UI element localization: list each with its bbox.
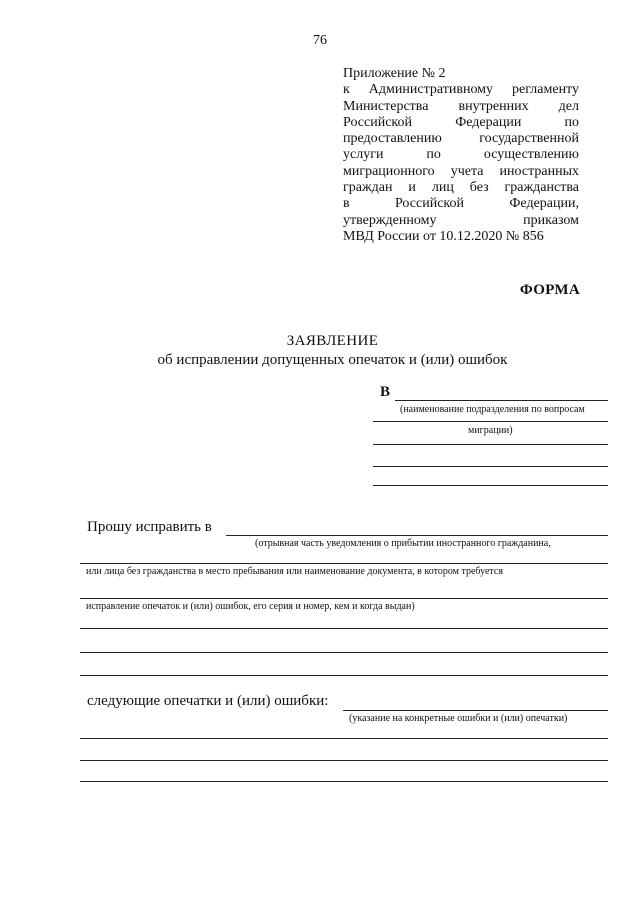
addressee-field-line-1[interactable] <box>395 400 608 401</box>
appendix-line: МВД России от 10.12.2020 № 856 <box>343 228 544 244</box>
request-hint-3: исправление опечаток и (или) ошибок, его серия и номер, кем и когда выдан) <box>86 601 415 612</box>
appendix-line: услуги по осуществлению <box>343 147 579 163</box>
addressee-field-line-4[interactable] <box>373 466 608 467</box>
errors-hint: (указание на конкретные ошибки и (или) опечатки) <box>349 713 568 724</box>
request-label: Прошу исправить в <box>87 519 212 535</box>
request-field-line-3[interactable] <box>80 598 608 599</box>
request-field-line-2[interactable] <box>80 563 608 564</box>
addressee-hint-2: миграции) <box>468 425 513 436</box>
page-number: 76 <box>313 33 327 48</box>
appendix-line: Приложение № 2 <box>343 66 446 81</box>
appendix-line: Министерства внутренних дел <box>343 98 579 114</box>
addressee-field-line-5[interactable] <box>373 485 608 486</box>
request-field-line-4[interactable] <box>80 628 608 629</box>
document-title: ЗАЯВЛЕНИЕ <box>286 333 379 349</box>
appendix-line: в Российской Федерации, <box>343 196 579 212</box>
document-subtitle: об исправлении допущенных опечаток и (или) ошибок <box>157 352 508 368</box>
request-field-line-5[interactable] <box>80 652 608 653</box>
appendix-line: утвержденному приказом <box>343 212 579 228</box>
appendix-block <box>343 66 579 245</box>
request-hint-1: (отрывная часть уведомления о прибытии иностранного гражданина, <box>255 538 551 549</box>
errors-field-line-2[interactable] <box>80 738 608 739</box>
appendix-line: к Административному регламенту <box>343 82 579 98</box>
errors-label: следующие опечатки и (или) ошибки: <box>87 693 329 709</box>
appendix-line: граждан и лиц без гражданства <box>343 180 579 196</box>
addressee-field-line-3[interactable] <box>373 444 608 445</box>
form-label: ФОРМА <box>519 282 580 298</box>
appendix-line: предоставлению государственной <box>343 131 579 147</box>
errors-field-line-4[interactable] <box>80 781 608 782</box>
request-field-line-1[interactable] <box>226 535 608 536</box>
addressee-field-line-2[interactable] <box>373 421 608 422</box>
request-field-line-6[interactable] <box>80 675 608 676</box>
appendix-line: Российской Федерации по <box>343 114 579 130</box>
addressee-hint-1: (наименование подразделения по вопросам <box>400 404 585 415</box>
errors-field-line-3[interactable] <box>80 760 608 761</box>
addressee-prefix: В <box>380 384 391 400</box>
errors-field-line-1[interactable] <box>343 710 608 711</box>
appendix-line: миграционного учета иностранных <box>343 163 579 179</box>
request-hint-2: или лица без гражданства в место пребывания или наименование документа, в котором требуется <box>86 566 503 577</box>
